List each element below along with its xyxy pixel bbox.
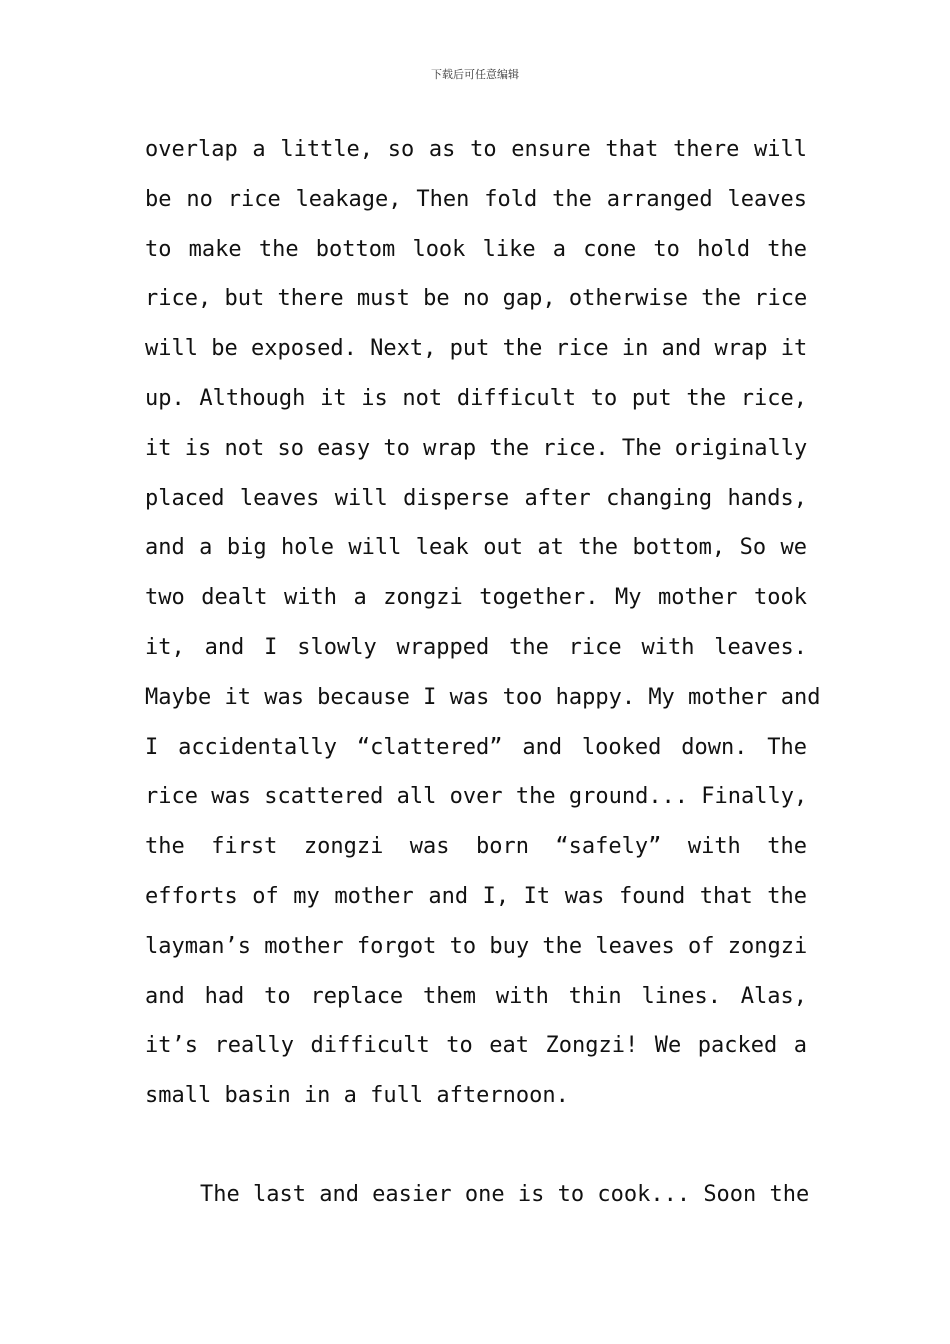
text-line: and a big hole will leak out at the bottom, So we <box>145 535 807 561</box>
page-header: 下载后可任意编辑 <box>431 68 519 81</box>
text-line: it is not so easy to wrap the rice. The originally <box>145 435 808 461</box>
text-line: placed leaves will disperse after changing hands, <box>145 485 807 511</box>
text-line: to make the bottom look like a cone to hold the <box>145 236 807 262</box>
text-line: be no rice leakage, Then fold the arranged leaves <box>145 186 807 212</box>
text-line: Maybe it was because I was too happy. My mother and <box>145 684 821 710</box>
paragraph-2 <box>145 1170 810 1220</box>
text-line: it, and I slowly wrapped the rice with leaves. <box>145 634 807 660</box>
text-line: rice, but there must be no gap, otherwise the rice <box>145 286 808 312</box>
text-line: the first zongzi was born “safely” with the <box>145 834 807 860</box>
text-line: small basin in a full afternoon. <box>145 1083 569 1109</box>
text-line: efforts of my mother and I, It was found that the <box>145 883 807 909</box>
text-line: two dealt with a zongzi together. My mother took <box>145 585 807 611</box>
text-line: I accidentally “clattered” and looked down. The <box>145 734 807 760</box>
text-line: overlap a little, so as to ensure that there will <box>145 137 807 162</box>
text-line: The last and easier one is to cook... Soon the <box>200 1182 810 1207</box>
text-line: will be exposed. Next, put the rice in and wrap it <box>145 336 808 362</box>
paragraph-1 <box>145 125 821 1121</box>
text-line: it’s really difficult to eat Zongzi! We packed a <box>145 1033 807 1059</box>
text-line: up. Although it is not difficult to put the rice, <box>145 385 807 411</box>
text-line: and had to replace them with thin lines. Alas, <box>145 983 807 1009</box>
text-line: layman’s mother forgot to buy the leaves of zongzi <box>145 933 808 959</box>
text-line: rice was scattered all over the ground... Finally, <box>145 784 808 810</box>
